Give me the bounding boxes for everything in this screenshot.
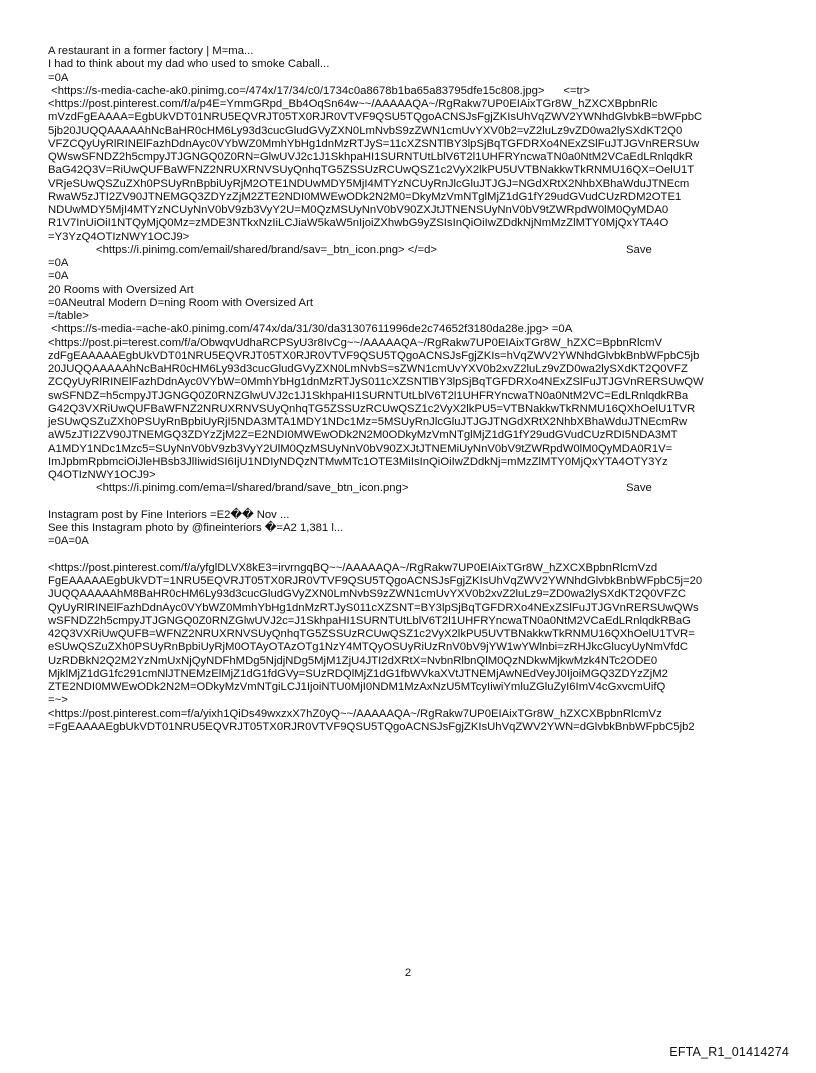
- line-text: =0A=0A: [48, 535, 89, 548]
- line-text: <https://s-media-cache-ak0.pinimg.co=/474x/17/34/c0/1734c0a8678b1ba65a83795dfe15c808.jpg> <=tr>: [48, 84, 591, 97]
- text-line: [48, 98, 788, 111]
- line-text: JUQQAAAAAhM8BaHR0cHM6Ly93d3cucGludGVyZXN0LmNvbS9zZWN1cmUvYXV0b2xvZ2luLz9=ZD0wa2lySXdKT2Q0VFZC: [48, 588, 686, 601]
- line-text: swSFNDZ=h5cmpyJTJGNGQ0Z0RNZGlwUVJ2c1J1SkhpaHI1SURNTUtLblV6T2l1UHFRYncwaTN0a0NtM2VC=EdLRnlqdkRBa: [48, 389, 689, 402]
- line-text: =0ANeutral Modern D=ning Room with Oversized Art: [48, 296, 313, 309]
- text-line: [48, 496, 788, 509]
- text-line: [48, 403, 788, 416]
- line-text: =Y3YzQ4OTIzNWY1OCJ9>: [48, 230, 190, 243]
- line-text: QyUyRlRINElFazhDdnAyc0VYbWZ0MmhYbHg1dnMzRTJyS011cXZSNT=BY3lpSjBqTGFDRXo4NExZSlFuJTJGVnRERSUwQWs: [48, 601, 699, 614]
- text-line: [48, 178, 788, 191]
- line-text: I had to think about my dad who used to smoke Caball...: [48, 58, 330, 71]
- line-text: <https://post.pinterest.com/f/a/yfglDLVX8kE3=irvrngqBQ~~/AAAAAQA~/RgRakw7UP0EIAixTGr8W_hZXCXBpbnRlcmVzd: [48, 561, 658, 574]
- line-text: 42Q3VXRiUwQUFB=WFNZ2NRUXRNVSUyQnhqTG5ZSSUzRCUwQSZ1c2VyX2lkPU5UVTBNakkwTkRNMU16QXhOelU1TVR=: [48, 628, 695, 640]
- line-text: BaG42Q3V=RiUwQUFBaWFNZ2NRUXRNVSUyQnhqTG5ZSSUzRCUwQSZ1c2VyX2lkPU5UVTBNakkwTkRNMU16QX=OelU1T: [48, 164, 695, 177]
- line-text: R1V7InUiOiI1NTQyMjQ0Mz=zMDE3NTkxNzIiLCJiaW5kaW5nIjoiZXhwbG9yZSIsInQiOiIwZDdkNjNmMzZlMTY0MjQxYTA4O: [48, 217, 669, 230]
- line-text: Q4OTIzNWY1OCJ9>: [48, 469, 156, 481]
- line-text: =0A: [48, 270, 69, 283]
- text-line: [48, 323, 788, 336]
- text-line: [48, 628, 788, 641]
- text-line: [48, 694, 788, 707]
- text-line: [48, 535, 788, 548]
- line-text: <https://post.pi=terest.com/f/a/ObwqvUdhaRCPSyU3r8IvCg~~/AAAAAQA~/RgRakw7UP0EIAixTGr8W_hZXC=BpbnRlcmV: [48, 336, 663, 349]
- line-text: ZCQyUyRlRINElFazhDdnAyc0VYbW=0MmhYbHg1dnMzRTJyS011cXZSNTlBY3lpSjBqTGFDRXo4NExZSlFuJTJGVnRERSUwQW: [48, 376, 704, 389]
- text-line: [48, 549, 788, 562]
- text-line: [48, 191, 788, 204]
- text-line: [48, 350, 788, 363]
- text-line: [48, 721, 788, 734]
- text-line: [48, 111, 788, 124]
- line-text: A restaurant in a former factory | M=ma...: [48, 45, 254, 57]
- line-text: MjklMjZ1dG1fc291cmNlJTNEMzElMjZ1dG1fdGVy=SUzRDQlMjZ1dG1fbWVkaXVtJTNEMjAwNEdVeyJ0IjoiMGQ3ZDYzZjM2: [48, 667, 668, 680]
- line-text: wSFNDZ2h5cmpyJTJGNGQ0Z0RNZGlwUVJ2c=J1SkhpaHI1SURNTUtLblV6T2l1UHFRYncwaTN0a0NtM2VCaEdLRnlqdkRBaG: [48, 614, 691, 627]
- line-text: zdFgEAAAAAEgbUkVDT01NRU5EQVRJT05TX0RJR0VTVF9QSU5TQgoACNSJsFgjZKIs=hVqZWV2YWNhdGlvbkBnbWFpbC5jb: [48, 349, 700, 362]
- line-text: 20 Rooms with Oversized Art: [48, 283, 194, 296]
- text-line: [48, 615, 788, 628]
- text-line: [48, 416, 788, 429]
- line-text: =/table>: [48, 310, 89, 322]
- text-line: [48, 297, 788, 310]
- line-text: RwaW5zJTI2ZV90JTNEMGQ3ZDYzZjM2ZTE2NDI0MWEwODk2N2M0=DkyMzVmNTglMjZ1dG1fY29udGVudCUzRDM2OTE1: [48, 190, 682, 203]
- line-text: =~>: [48, 694, 68, 707]
- line-text: VFZCQyUyRlRINElFazhDdnAyc0VYbWZ0MmhYbHg1dnMzRTJyS=11cXZSNTlBY3lpSjBqTGFDRXo4NExZSlFuJTJGVnRERSUw: [48, 137, 700, 150]
- text-line: [48, 708, 788, 721]
- line-text: A1MDY1NDc1Mzc5=SUyNnV0bV9zb3VyY2UlM0QzMSUyNnV0bV90ZXJtJTNEMiUyNnV0bV9tZWRpdW0lM0QyMDA0R1V=: [48, 442, 673, 455]
- text-line: [48, 138, 788, 151]
- text-line: [48, 310, 788, 323]
- line-text: <https://post.pinterest.com=f/a/yixh1QiDs49wxzxX7hZ0yQ~~/AAAAAQA~/RgRakw7UP0EIAixTGr8W_hZXCXBpbnRlcmVz: [48, 707, 662, 720]
- text-line: [48, 456, 788, 469]
- line-text: NDUwMDY5MjI4MTYzNCUyNnV0bV9zb3VyY2U=M0QzMSUyNnV0bV90ZXJtJTNENSUyNnV0bV9tZWRpdW0lM0QyMDA0: [48, 204, 669, 216]
- line-text: jeSUwQSZuZXh0PSUyRnBpbiUyRjI5NDA3MTA1MDY1NDc1Mz=5MSUyRnJlcGluJTJGJTNGdXRtX2NhbXBhaWduJTNEcmRw: [48, 416, 688, 428]
- text-line: [48, 522, 788, 535]
- text-line: [48, 337, 788, 350]
- text-line: [48, 72, 788, 85]
- text-line: [48, 363, 788, 376]
- text-line: [48, 562, 788, 575]
- text-line: [48, 641, 788, 654]
- footer-document-id: EFTA_R1_01414274: [669, 1045, 789, 1059]
- text-line: [48, 125, 788, 138]
- text-line: [48, 602, 788, 615]
- line-text: 20JUQQAAAAAhNcBaHR0cHM6Ly93d3cucGludGVyZXN0LmNvbS=sZWN1cmUvYXV0b2xvZ2luLz9vZD0wa2lySXdKT2Q0VFZ: [48, 363, 688, 375]
- text-line: [48, 390, 788, 403]
- text-line: [48, 217, 788, 230]
- text-line: [48, 588, 788, 601]
- line-text: <https://i.pinimg.com/ema=l/shared/brand/save_btn_icon.png>: [96, 482, 409, 495]
- line-text: aW5zJTI2ZV90JTNEMGQ3ZDYzZjM2Z=E2NDI0MWEwODk2N2M0ODkyMzVmNTglMjZ1dG1fY29udGVudCUzRDI5NDA3MT: [48, 429, 678, 442]
- line-text: G42Q3VXRiUwQUFBaWFNZ2NRUXRNVSUyQnhqTG5ZSSUzRCUwQSZ1c2VyX2lkPU5=VTBNakkwTkRNMU16QXhOelU1TVR: [48, 402, 696, 415]
- line-text: eSUwQSZuZXh0PSUyRnBpbiUyRjM0OTAyOTAzOTg1NzY4MTQyOSUyRiUzRnV0bV9jYW1wYWlnbi=zRHJkcGlucyUyNmVfdC: [48, 641, 688, 654]
- text-line: [48, 429, 788, 442]
- text-line: [48, 244, 788, 257]
- line-text: 5jb20JUQQAAAAAhNcBaHR0cHM6Ly93d3cucGludGVyZXN0LmNvbS9zZWN1cmUvYXV0b2=vZ2luLz9vZD0wa2lySXdKT2Q0: [48, 124, 683, 137]
- text-line: [48, 668, 788, 681]
- text-line: [48, 85, 788, 98]
- text-line: [48, 204, 788, 217]
- text-line: [48, 376, 788, 389]
- save-link: Save: [626, 482, 652, 495]
- line-text: <https://s-media-=ache-ak0.pinimg.com/474x/da/31/30/da31307611996de2c74652f3180da28e.jpg> =0A: [48, 323, 573, 336]
- line-text: UzRDBkN2Q2M2YzNmUxNjQyNDFhMDg5NjdjNDg5MjM1ZjU4JTI2dXRtX=NvbnRlbnQlM0QzNDkwMjkwMzk4NTc2ODE0: [48, 654, 658, 667]
- line-text: mVzdFgEAAAA=EgbUkVDT01NRU5EQVRJT05TX0RJR0VTVF9QSU5TQgoACNSJsFgjZKIsUhVqZWV2YWNhdGlvbkB=bWFpbC: [48, 111, 703, 124]
- save-link: Save: [626, 243, 652, 256]
- line-text: See this Instagram photo by @fineinteriors �=A2 1,381 l...: [48, 522, 344, 534]
- text-line: [48, 482, 788, 495]
- line-text: <https://post.pinterest.com/f/a/p4E=YmmGRpd_Bb4OqSn64w~~/AAAAAQA~/RgRakw7UP0EIAixTGr8W_hZXCXBpbnRlc: [48, 98, 658, 110]
- document-body: [48, 45, 788, 734]
- line-text: =0A: [48, 257, 69, 269]
- line-text: <https://i.pinimg.com/email/shared/brand/sav=_btn_icon.png> </=d>: [96, 243, 438, 256]
- line-text: FgEAAAAAEgbUkVDT=1NRU5EQVRJT05TX0RJR0VTVF9QSU5TQgoACNSJsFgjZKIsUhVqZWV2YWNhdGlvbkBnbWFpbC5j=20: [48, 575, 703, 587]
- page-number: 2: [404, 967, 412, 979]
- line-text: Instagram post by Fine Interiors =E2�� Nov ...: [48, 508, 290, 521]
- text-line: [48, 231, 788, 244]
- text-line: [48, 443, 788, 456]
- line-text: QWswSFNDZ2h5cmpyJTJGNGQ0Z0RN=GlwUVJ2c1J1SkhpaHI1SURNTUtLblV6T2l1UHFRYncwaTN0a0NtM2VCaEdLRnlqdkR: [48, 151, 693, 163]
- text-line: [48, 469, 788, 482]
- line-text: ImJpbmRpbmciOiJleHBsb3JlIiwidSI6IjU1NDIyNDQzNTMwMTc1OTE3MiIsInQiOiIwZDdkNj=mMzZlMTY0MjQxYTA4OTY3Yz: [48, 455, 668, 468]
- text-line: [48, 509, 788, 522]
- line-text: ZTE2NDI0MWEwODk2N2M=ODkyMzVmNTgiLCJ1IjoiNTU0MjI0NDM1MzAxNzU5MTcyIiwiYmluZGluZyI6ImV4cGxvcmUifQ: [48, 681, 666, 693]
- text-line: [48, 270, 788, 283]
- text-line: [48, 58, 788, 71]
- line-text: =FgEAAAAEgbUkVDT01NRU5EQVRJT05TX0RJR0VTVF9QSU5TQgoACNSJsFgjZKIsUhVqZWV2YWN=dGlvbkBnbWFpbC5jb2: [48, 720, 695, 733]
- text-line: [48, 164, 788, 177]
- line-text: VRjeSUwQSZuZXh0PSUyRnBpbiUyRjM2OTE1NDUwMDY5MjI4MTYzNCUyRnJlcGluJTJGJ=NGdXRtX2NhbXBhaWduJTNEcm: [48, 177, 690, 190]
- text-line: [48, 655, 788, 668]
- text-line: [48, 575, 788, 588]
- text-line: [48, 681, 788, 694]
- text-line: [48, 45, 788, 58]
- line-text: =0A: [48, 71, 69, 84]
- text-line: [48, 284, 788, 297]
- text-line: [48, 257, 788, 270]
- text-line: [48, 151, 788, 164]
